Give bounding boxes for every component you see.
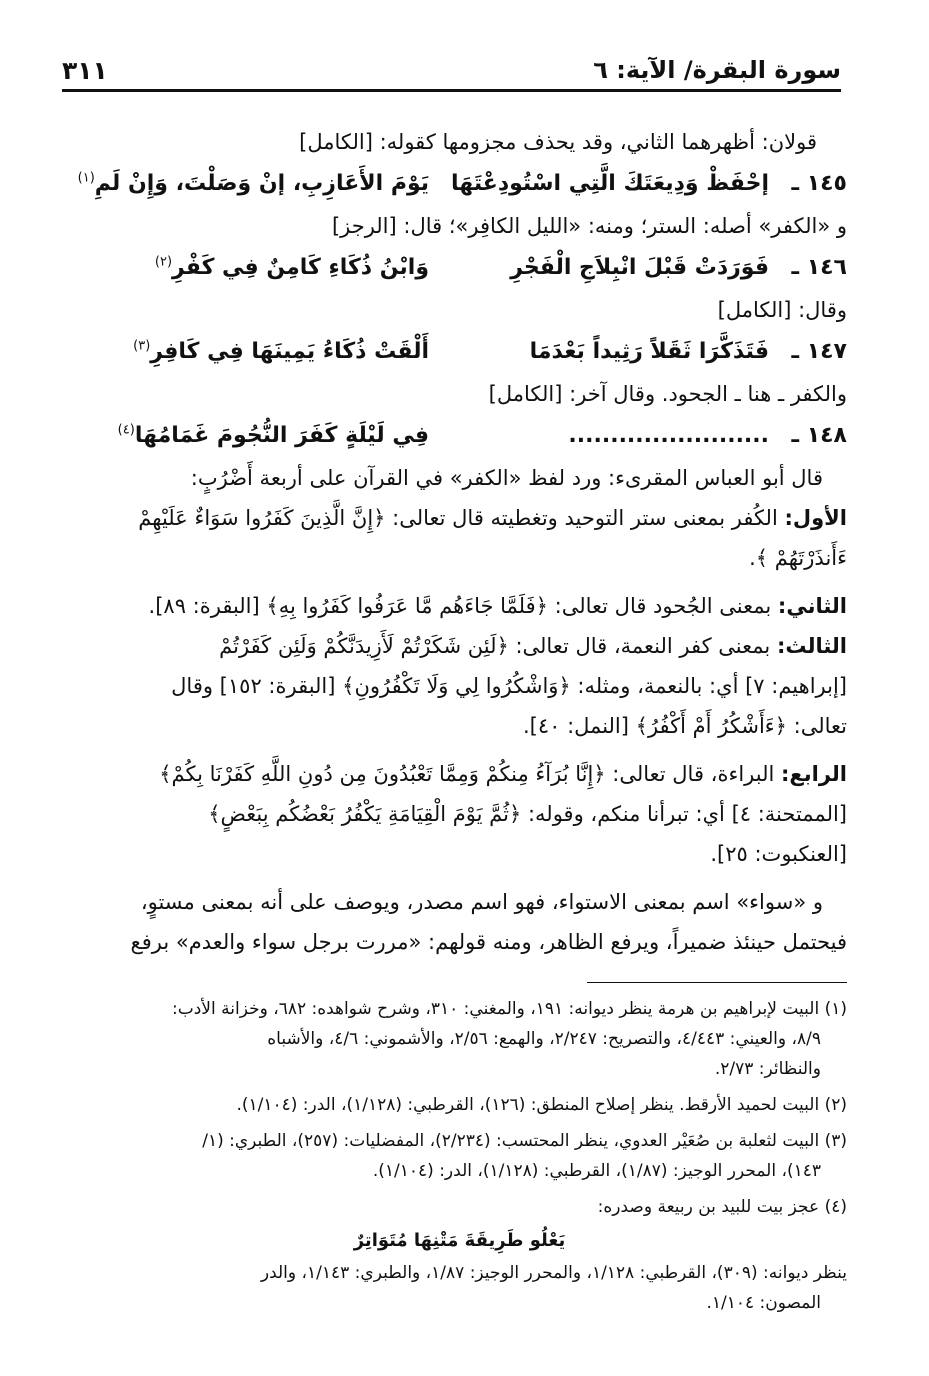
meaning-text: البراءة، قال تعالى: ﴿إِنَّا بُرَآءُ مِنكُمْ وَمِمَّا تَعْبُدُونَ مِن دُونِ اللَّهِ كَفَرْنَا بِكُمْ﴾ — [159, 762, 775, 786]
meaning-fourth-cont: [العنكبوت: ٢٥]. — [710, 842, 847, 866]
meaning-fourth — [72, 754, 847, 794]
main-text — [72, 122, 847, 962]
meaning-first-cont: ءَأَنذَرْتَهُمْ ﴾. — [749, 546, 847, 570]
verse-first-hemistich: فَوَرَدَتْ قَبْلَ انْبِلاَجِ الْفَجْرِ — [510, 255, 769, 280]
meaning-third-cont: [إبراهيم: ٧] أي: بالنعمة، ومثله: ﴿وَاشْكُرُوا لِي وَلَا تَكْفُرُونِ﴾ [البقرة: ١٥٢] وقال — [171, 674, 847, 698]
verse-second-hemistich — [72, 164, 439, 204]
hemistich-text: يَوْمَ الأَعَازِبِ، إنْ وَصَلْتَ، وَإِنْ لَمِ — [94, 171, 429, 196]
meaning-text: بمعنى كفر النعمة، قال تعالى: ﴿لَئِن شَكَرْتُمْ لَأَزِيدَنَّكُمْ وَلَئِن كَفَرْتُمْ — [219, 634, 771, 658]
meter-line: وقال: [الكامل] — [717, 298, 847, 322]
footnote-line: (١) البيت لإبراهيم بن هرمة ينظر ديوانه: ١٩١، والمغني: ٣١٠، وشرح شواهده: ٦٨٢، وخزانة الأدب: — [172, 999, 847, 1019]
hemistich-text: وَابْنُ ذُكَاءِ كَامِنٌ فِي كَفْرِ — [172, 255, 429, 280]
verse-number: ١٤٥ ـ — [791, 171, 847, 196]
verse-first-hemistich: ........................ — [568, 423, 769, 448]
meaning-label: الثالث: — [776, 634, 847, 658]
verse-148 — [72, 416, 847, 456]
verse-second-hemistich — [72, 416, 439, 456]
page-header — [62, 52, 841, 92]
verse-number: ١٤٦ ـ — [791, 255, 847, 280]
verse-second-hemistich — [72, 332, 439, 372]
footnote-line: ٨/٩، والعيني: ٤/٤٤٣، والتصريح: ٢/٢٤٧، والهمع: ٢/٥٦، والأشموني: ٤/٦، والأشباه — [267, 1029, 821, 1049]
footnote-line: (٢) البيت لحميد الأرقط. ينظر إصلاح المنطق: (١٢٦)، القرطبي: (١/١٢٨)، الدر: (١/١٠٤). — [236, 1095, 847, 1115]
meaning-second — [72, 586, 847, 626]
meaning-label: الأول: — [784, 506, 847, 530]
footnote-line: ١٤٣)، المحرر الوجيز: (١/٨٧)، القرطبي: (١/١٢٨)، الدر: (١/١٠٤). — [372, 1161, 821, 1181]
footnote-marker: (١) — [77, 170, 95, 186]
footnote-separator — [587, 982, 847, 983]
verse-number: ١٤٨ ـ — [791, 423, 847, 448]
footnote-hemistich: يَعْلُو طَرِيقَةَ مَتْنِهَا مُتَوَاتِرٌ — [353, 1230, 566, 1251]
page-number: ٣١١ — [62, 56, 108, 85]
footnote-1 — [72, 994, 847, 1084]
meaning-label: الثاني: — [777, 594, 847, 618]
footnote-line: ينظر ديوانه: (٣٠٩)، القرطبي: ١/١٢٨، والمحرر الوجيز: ١/٨٧، والطبري: ١/١٤٣، والدر — [260, 1263, 847, 1283]
hemistich-text: أَلْقَتْ ذُكَاءُ يَمِينَهَا فِي كَافِرِ — [150, 339, 429, 364]
footnote-line: المصون: ١/١٠٤. — [706, 1293, 821, 1313]
hemistich-text: فِي لَيْلَةٍ كَفَرَ النُّجُومَ غَمَامُهَا — [134, 423, 429, 448]
verse-147 — [72, 332, 847, 372]
sawa-line-cont: فيحتمل حينئذ ضميراً، ويرفع الظاهر، ومنه قولهم: «مررت برجل سواء والعدم» برفع — [130, 930, 847, 954]
footnote-line: (٣) البيت لثعلبة بن صُعَيْر العدوي، ينظر المحتسب: (٢/٢٣٤)، المفضليات: (٢٥٧)، الطبري: (١/ — [202, 1131, 847, 1151]
footnote-4 — [72, 1192, 847, 1318]
abbas-line: قال أبو العباس المقرىء: ورد لفظ «الكفر» في القرآن على أربعة أَضْرُبٍ: — [190, 466, 823, 490]
juhud-line: والكفر ـ هنا ـ الجحود. وقال آخر: [الكامل] — [488, 382, 847, 406]
footnotes — [72, 994, 847, 1324]
intro-line: قولان: أظهرهما الثاني، وقد يحذف مجزومها كقوله: [الكامل] — [299, 130, 817, 154]
meaning-third-cont: تعالى: ﴿ءَأَشْكُرُ أَمْ أَكْفُرُ﴾ [النمل: ٤٠]. — [522, 714, 847, 738]
verse-second-hemistich — [72, 248, 439, 288]
footnote-marker: (٢) — [154, 254, 173, 270]
verse-146 — [72, 248, 847, 288]
footnote-3 — [72, 1126, 847, 1186]
verse-first-hemistich: فَتَذَكَّرَا ثَقَلاً رَثِيداً بَعْدَمَا — [529, 339, 769, 364]
footnote-line: والنظائر: ٢/٧٣. — [714, 1059, 821, 1079]
meaning-first — [72, 498, 847, 538]
verse-145 — [72, 164, 847, 204]
meaning-third — [72, 626, 847, 666]
footnote-line: (٤) عجز بيت للبيد بن ربيعة وصدره: — [597, 1197, 847, 1217]
footnote-2 — [72, 1090, 847, 1120]
header-rule — [62, 89, 841, 92]
meaning-text: الكُفر بمعنى ستر التوحيد وتغطيته قال تعالى: ﴿إِنَّ الَّذِينَ كَفَرُوا سَوَاءٌ عَلَيْهِمْ — [138, 506, 778, 530]
verse-first-hemistich: إحْفَظْ وَدِيعَتَكَ الَّتِي اسْتُودِعْتَهَا — [451, 171, 769, 196]
sura-title: سورة البقرة/ الآية: ٦ — [593, 56, 841, 84]
meaning-text: بمعنى الجُحود قال تعالى: ﴿فَلَمَّا جَاءَهُم مَّا عَرَفُوا كَفَرُوا بِهِ﴾ [البقرة: ٨٩]. — [148, 594, 772, 618]
meaning-label: الرابع: — [781, 762, 847, 786]
footnote-marker: (٣) — [133, 338, 151, 354]
verse-number: ١٤٧ ـ — [791, 339, 847, 364]
meaning-fourth-cont: [الممتحنة: ٤] أي: تبرأنا منكم، وقوله: ﴿ثُمَّ يَوْمَ الْقِيَامَةِ يَكْفُرُ بَعْضُكُم بِبَعْضٍ﴾ — [208, 802, 847, 826]
footnote-marker: (٤) — [117, 422, 135, 438]
sawa-line: و «سواء» اسم بمعنى الاستواء، فهو اسم مصدر، ويوصف على أنه بمعنى مستوٍ، — [140, 890, 823, 914]
kufr-definition: و «الكفر» أصله: الستر؛ ومنه: «الليل الكافِر»؛ قال: [الرجز] — [331, 214, 847, 238]
